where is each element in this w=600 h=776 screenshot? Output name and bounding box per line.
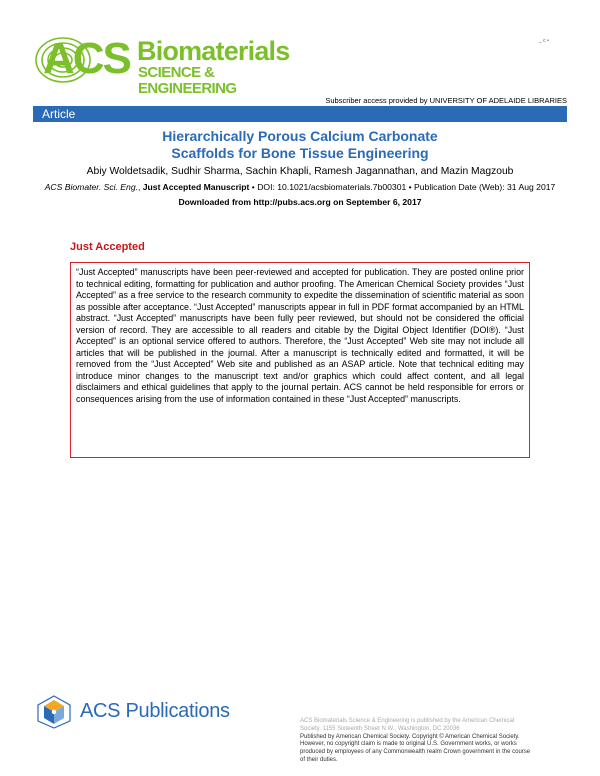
citation-journal: ACS Biomater. Sci. Eng. — [44, 182, 138, 192]
just-accepted-body: “Just Accepted” manuscripts have been peer-reviewed and accepted for publication. They are posted online prior to technical editing, formatting for publication and author proofing. The American Chemical Society provides “Just Accepted” as a free service to the research community to expedite the dissemination of scientific material as soon as possible after acceptance. “Just Accepted” manuscripts appear in full in PDF format accompanied by an HTML abstract. “Just Accepted” manuscripts have been fully peer reviewed, but should not be considered the official version of record. They are accessible to all readers and citable by the Digital Object Identifier (DOI®). “Just Accepted” is an optional service offered to authors. Therefore, the “Just Accepted” Web site may not include all articles that will be published in the journal. After a manuscript is technically edited and formatted, it will be removed from the “Just Accepted” Web site and published as an ASAP article. Note that technical editing may introduce minor changes to the manuscript text and/or graphics which could affect content, and all legal disclaimers and ethical guidelines that apply to the journal pertain. ACS cannot be held responsible for errors or consequences arising from the use of information contained in these “Just Accepted” manuscripts. — [76, 267, 524, 405]
footer-line: of their duties. — [300, 756, 338, 763]
article-type-label: Article — [42, 107, 76, 121]
citation-details: • DOI: 10.1021/acsbiomaterials.7b00301 • Publication Date (Web): 31 Aug 2017 — [249, 182, 556, 192]
footer-line: ACS Biomaterials Science & Engineering is published by the American Chemical — [300, 718, 515, 724]
citation-separator: , — [137, 182, 143, 192]
footer-line: Society. 1155 Sixteenth Street N.W., Washington, DC 20036 — [300, 725, 460, 732]
subscriber-notice: Subscriber access provided by UNIVERSITY OF ADELAIDE LIBRARIES — [325, 96, 567, 105]
article-type-bar — [33, 106, 567, 122]
footer-line: Published by American Chemical Society. Copyright © American Chemical Society. — [300, 733, 520, 740]
author-list: Abiy Woldetsadik, Sudhir Sharma, Sachin Khapli, Ramesh Jagannathan, and Mazin Magzoub — [86, 166, 514, 177]
acs-publications-text: ACS Publications — [80, 700, 230, 722]
download-notice: Downloaded from http://pubs.acs.org on September 6, 2017 — [178, 197, 422, 207]
corner-mark: _ c • — [539, 38, 549, 44]
publisher-footer-note — [300, 718, 570, 765]
logo-journal-name: Biomaterials — [137, 36, 290, 66]
acs-publications-logo — [34, 694, 234, 730]
logo-journal-subtitle: SCIENCE & ENGINEERING — [138, 64, 237, 97]
journal-logo — [33, 34, 293, 97]
footer-line: However, no copyright claim is made to original U.S. Government works, or works — [300, 741, 517, 748]
just-accepted-heading: Just Accepted — [70, 241, 145, 253]
article-title-line-2: Scaffolds for Bone Tissue Engineering — [171, 145, 429, 161]
acs-hexagon-icon — [34, 694, 74, 730]
citation-status: Just Accepted Manuscript — [142, 182, 250, 192]
citation-line — [0, 182, 600, 192]
logo-acs-text: ACS — [43, 34, 130, 83]
footer-line: produced by employees of any Commonwealth realm Crown government in the course — [300, 749, 531, 756]
article-title-line-1: Hierarchically Porous Calcium Carbonate — [162, 128, 438, 144]
just-accepted-notice-box — [70, 262, 530, 458]
